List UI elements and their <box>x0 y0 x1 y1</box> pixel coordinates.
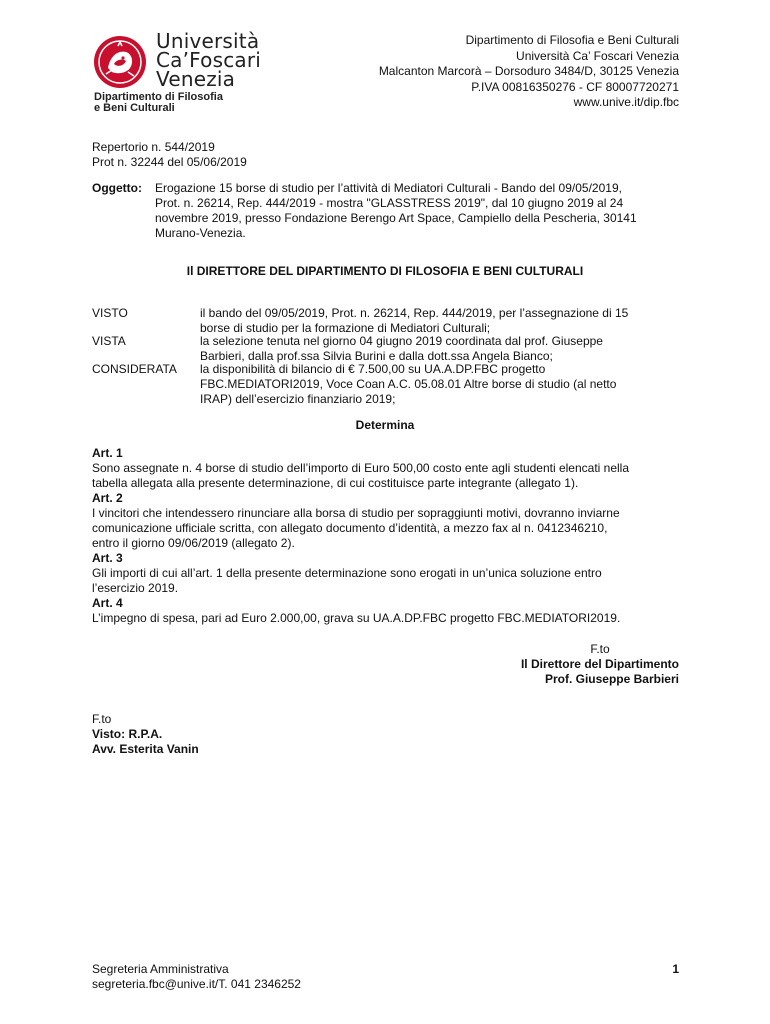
director-signature <box>521 642 679 687</box>
header-address <box>379 33 679 111</box>
premise-considerata <box>92 362 682 407</box>
premise-line: il bando del 09/05/2019, Prot. n. 26214, Rep. 444/2019, per l’assegnazione di 15 <box>200 306 629 320</box>
article-line: Sono assegnate n. 4 borse di studio dell’importo di Euro 500,00 costo ente agli studenti elencati nella <box>92 461 630 475</box>
visto-name: Avv. Esterita Vanin <box>92 742 199 756</box>
protocol-number: Prot n. 32244 del 05/06/2019 <box>92 155 247 169</box>
premise-line: Barbieri, dalla prof.ssa Silvia Burini e dalla dott.ssa Angela Bianco; <box>200 349 553 363</box>
address-line: Università Ca’ Foscari Venezia <box>516 48 679 63</box>
article-line: comunicazione ufficiale scritta, con allegato documento d’identità, a mezzo fax al n. 0412346210, <box>92 521 608 535</box>
signature-fto: F.to <box>590 642 610 656</box>
article-line: l’esercizio 2019. <box>92 581 179 595</box>
article-line: entro il giorno 09/06/2019 (allegato 2). <box>92 536 295 550</box>
premise-vista <box>92 334 682 364</box>
page-number: 1 <box>672 962 679 976</box>
article-line: tabella allegata alla presente determinazione, di cui costituisce parte integrante (allegato 1). <box>92 476 579 490</box>
subject-line: Prot. n. 26214, Rep. 444/2019 - mostra "GLASSTRESS 2019", dal 10 giugno 2019 al 24 <box>155 196 624 210</box>
university-name <box>156 29 262 91</box>
footer-office: Segreteria Amministrativa <box>92 962 229 976</box>
logo-department <box>94 92 223 114</box>
subject-block <box>92 181 692 243</box>
protocol-info <box>92 140 247 170</box>
website-link[interactable]: www.unive.it/dip.fbc <box>573 95 679 109</box>
subject-line: novembre 2019, presso Fondazione Berengo Art Space, Campiello della Pescheria, 30141 <box>155 211 637 225</box>
document-title: Il DIRETTORE DEL DIPARTIMENTO DI FILOSOFIA E BENI CULTURALI <box>186 264 584 278</box>
article-heading: Art. 1 <box>92 446 123 460</box>
determina-heading: Determina <box>355 418 415 432</box>
subject-text <box>155 181 675 241</box>
signature-role: Il Direttore del Dipartimento <box>520 657 679 671</box>
premise-text <box>200 362 680 407</box>
signature-name: Prof. Giuseppe Barbieri <box>544 672 679 686</box>
logo-name-line: Università <box>156 29 260 53</box>
premise-label: VISTA <box>92 334 126 348</box>
article-heading: Art. 2 <box>92 491 123 505</box>
premise-text <box>200 306 680 336</box>
subject-line: Murano-Venezia. <box>155 226 246 240</box>
footer <box>92 962 301 992</box>
article-heading: Art. 3 <box>92 551 123 565</box>
logo-name-line: Venezia <box>156 67 236 91</box>
address-line: Dipartimento di Filosofia e Beni Culturali <box>465 33 679 47</box>
premise-line: IRAP) dell’esercizio finanziario 2019; <box>200 392 396 406</box>
visto-label: Visto: R.P.A. <box>92 727 163 741</box>
premise-label: VISTO <box>92 306 128 320</box>
premise-label: CONSIDERATA <box>92 362 177 376</box>
address-line: P.IVA 00816350276 - CF 80007720271 <box>471 79 679 94</box>
article-line: L’impegno di spesa, pari ad Euro 2.000,00, grava su UA.A.DP.FBC progetto FBC.MEDIATORI2019. <box>92 611 621 625</box>
premise-line: borse di studio per la formazione di Mediatori Culturali; <box>200 321 491 335</box>
footer-contact[interactable]: segreteria.fbc@unive.it/T. 041 2346252 <box>92 977 301 991</box>
subject-line: Erogazione 15 borse di studio per l’attività di Mediatori Culturali - Bando del 09/05/2019, <box>155 181 622 195</box>
article-line: I vincitori che intendessero rinunciare alla borsa di studio per sopraggiunti motivi, dovranno inviarne <box>92 506 620 520</box>
logo-dept-line: Dipartimento di Filosofia <box>94 91 223 103</box>
logo-name-line: Ca’Foscari <box>156 48 262 72</box>
rpa-visto <box>92 712 199 757</box>
logo-dept-line: e Beni Culturali <box>94 102 175 114</box>
university-logo <box>92 29 262 114</box>
visto-fto: F.to <box>92 712 112 726</box>
premise-line: la disponibilità di bilancio di € 7.500,00 su UA.A.DP.FBC progetto <box>200 362 546 376</box>
premise-line: FBC.MEDIATORI2019, Voce Coan A.C. 05.08.01 Altre borse di studio (al netto <box>200 377 617 391</box>
article-heading: Art. 4 <box>92 596 123 610</box>
articles <box>92 446 692 626</box>
repertorio-number: Repertorio n. 544/2019 <box>92 140 215 154</box>
lion-seal-icon <box>92 34 148 90</box>
premise-text <box>200 334 680 364</box>
premise-visto <box>92 306 682 336</box>
article-line: Gli importi di cui all’art. 1 della presente determinazione sono erogati in un’unica soluzione entro <box>92 566 602 580</box>
subject-label: Oggetto: <box>92 181 142 195</box>
premise-line: la selezione tenuta nel giorno 04 giugno 2019 coordinata dal prof. Giuseppe <box>200 334 603 348</box>
address-line: Malcanton Marcorà – Dorsoduro 3484/D, 30125 Venezia <box>378 64 679 78</box>
